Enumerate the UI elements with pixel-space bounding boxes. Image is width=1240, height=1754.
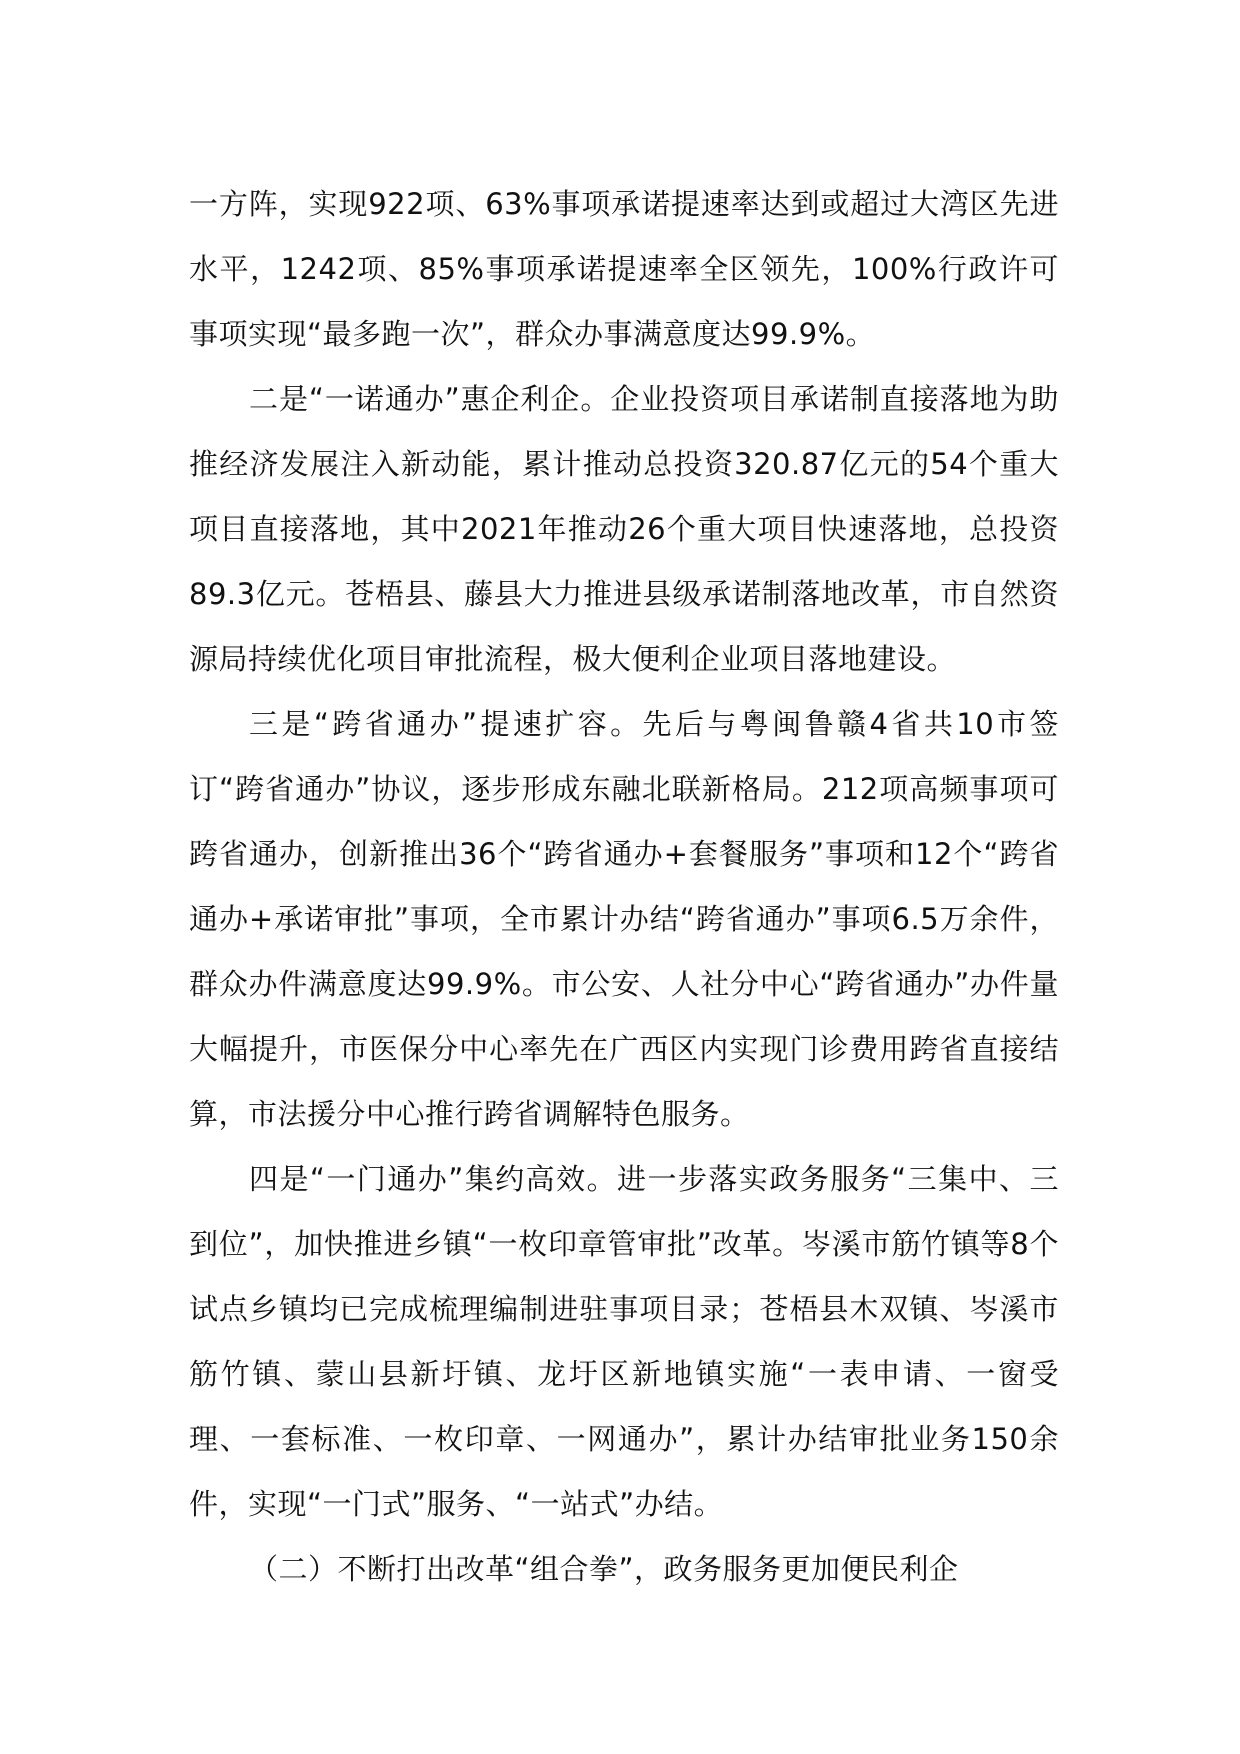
- section-heading: （二）不断打出改革“组合拳”，政务服务更加便民利企: [249, 1552, 959, 1586]
- paragraph-3: 三是“跨省通办”提速扩容。先后与粤闽鲁赣4省共10市签订“跨省通办”协议，逐步形成东融北联新格局。212项高频事项可跨省通办，创新推出36个“跨省通办+套餐服务”事项和12个“跨省通办+承诺审批”事项，全市累计办结“跨省通办”事项6.5万余件，群众办件满意度达99.9%。市公安、人社分中心“跨省通办”办件量大幅提升，市医保分中心率先在广西区内实现门诊费用跨省直接结算，市法援分中心推行跨省调解特色服务。: [189, 707, 1059, 1131]
- paragraph-1: 一方阵，实现922项、63%事项承诺提速率达到或超过大湾区先进水平，1242项、85%事项承诺提速率全区领先，100%行政许可事项实现“最多跑一次”，群众办事满意度达99.9%。: [189, 187, 1059, 351]
- paragraph-2: 二是“一诺通办”惠企利企。企业投资项目承诺制直接落地为助推经济发展注入新动能，累计推动总投资320.87亿元的54个重大项目直接落地，其中2021年推动26个重大项目快速落地，总投资89.3亿元。苍梧县、藤县大力推进县级承诺制落地改革，市自然资源局持续优化项目审批流程，极大便利企业项目落地建设。: [189, 382, 1059, 676]
- document-body: [189, 172, 1059, 1602]
- paragraph-4: 四是“一门通办”集约高效。进一步落实政务服务“三集中、三到位”，加快推进乡镇“一枚印章管审批”改革。岑溪市筋竹镇等8个试点乡镇均已完成梳理编制进驻事项目录；苍梧县木双镇、岑溪市筋竹镇、蒙山县新圩镇、龙圩区新地镇实施“一表申请、一窗受理、一套标准、一枚印章、一网通办”，累计办结审批业务150余件，实现“一门式”服务、“一站式”办结。: [189, 1162, 1059, 1521]
